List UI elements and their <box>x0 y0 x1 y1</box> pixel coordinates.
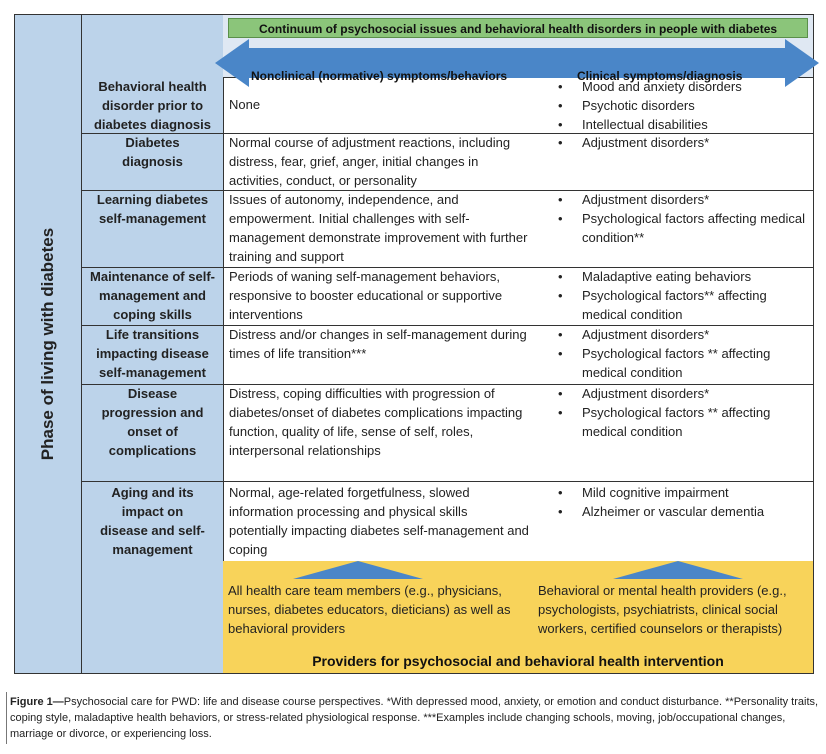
clinical-item: • Maladaptive eating behaviors <box>552 267 812 286</box>
table-row <box>82 133 813 191</box>
clinical-item: • Psychotic disorders <box>552 96 812 115</box>
clinical-header: Clinical symptoms/diagnosis <box>577 69 743 83</box>
clinical-item: • Adjustment disorders* <box>552 325 812 344</box>
clinical-item: • Adjustment disorders* <box>552 190 812 209</box>
nonclinical-text: Distress, coping difficulties with progression of diabetes/onset of diabetes complications impacting function, quality of life, sense of self, roles, interpersonal relationships <box>229 386 523 458</box>
clinical-item: • Adjustment disorders* <box>552 133 812 152</box>
providers-right: Behavioral or mental health providers (e.g., psychologists, psychiatrists, clinical social workers, certified counselors or therapists) <box>538 583 787 636</box>
nonclinical-text: None <box>229 97 261 112</box>
table-row <box>82 325 813 385</box>
clinical-item: • Intellectual disabilities <box>552 115 812 134</box>
caption-label: Figure 1— <box>10 696 64 708</box>
caption-bar <box>6 692 7 744</box>
phase-label: Diabetes diagnosis <box>122 135 183 169</box>
nonclinical-text: Normal, age-related forgetfulness, slowed information processing and physical skills potentially impacting diabetes self-management and coping <box>229 485 529 557</box>
continuum-header <box>223 15 813 83</box>
providers-panel <box>223 561 813 673</box>
continuum-title: Continuum of psychosocial issues and behavioral health disorders in people with diabetes <box>258 22 778 36</box>
phase-label: Maintenance of self-management and coping skills <box>90 269 215 322</box>
clinical-item: • Psychological factors ** affecting medical condition <box>552 403 812 441</box>
clinical-item: • Psychological factors** affecting medical condition <box>552 286 812 324</box>
table-row <box>82 190 813 268</box>
phase-label: Learning diabetes self-management <box>96 192 209 226</box>
table-row <box>82 384 813 482</box>
table-row <box>82 77 813 134</box>
nonclinical-text: Normal course of adjustment reactions, including distress, fear, grief, anger, initial changes in activities, conduct, or personality <box>229 135 511 188</box>
nonclinical-text: Issues of autonomy, independence, and empowerment. Initial challenges with self-management demonstrate improvement with further training and support <box>229 192 528 264</box>
clinical-item: • Mood and anxiety disorders <box>552 77 812 96</box>
table-row <box>82 481 813 561</box>
clinical-item: • Adjustment disorders* <box>552 384 812 403</box>
phase-label: Aging and its impact on disease and self-management <box>100 485 205 557</box>
nonclinical-header: Nonclinical (normative) symptoms/behaviors <box>251 69 508 83</box>
up-arrow-icon <box>293 561 423 579</box>
phase-label: Life transitions impacting disease self-management <box>96 327 209 380</box>
providers-left: All health care team members (e.g., physicians, nurses, diabetes educators, dieticians) as well as behavioral providers <box>228 583 511 636</box>
phase-column <box>15 15 82 673</box>
up-arrow-icon <box>613 561 743 579</box>
continuum-banner <box>228 18 808 38</box>
vertical-title: Phase of living with diabetes <box>38 227 58 461</box>
nonclinical-text: Distress and/or changes in self-management during times of life transition*** <box>229 327 527 361</box>
clinical-item: • Psychological factors affecting medical condition** <box>552 209 812 247</box>
clinical-item: • Psychological factors ** affecting medical condition <box>552 344 812 382</box>
caption-text: Psychosocial care for PWD: life and disease course perspectives. *With depressed mood, anxiety, or emotion and conduct disturbance. **Personality traits, coping style, maladaptive health behaviors, or stress-related physiological response. ***Examples include changing schools, moving, job/occupational changes, marriage or divorce, or experiencing loss. <box>10 696 819 740</box>
clinical-item: • Alzheimer or vascular dementia <box>552 502 812 521</box>
figure <box>14 14 814 674</box>
phase-label: Disease progression and onset of complications <box>101 386 204 458</box>
figure-caption <box>10 694 820 742</box>
phase-label: Behavioral health disorder prior to diabetes diagnosis <box>93 79 212 132</box>
table-row <box>82 267 813 326</box>
nonclinical-text: Periods of waning self-management behaviors, responsive to booster educational or supportive interventions <box>229 269 503 322</box>
clinical-item: • Mild cognitive impairment <box>552 483 812 502</box>
providers-title: Providers for psychosocial and behavioral health intervention <box>312 653 724 669</box>
